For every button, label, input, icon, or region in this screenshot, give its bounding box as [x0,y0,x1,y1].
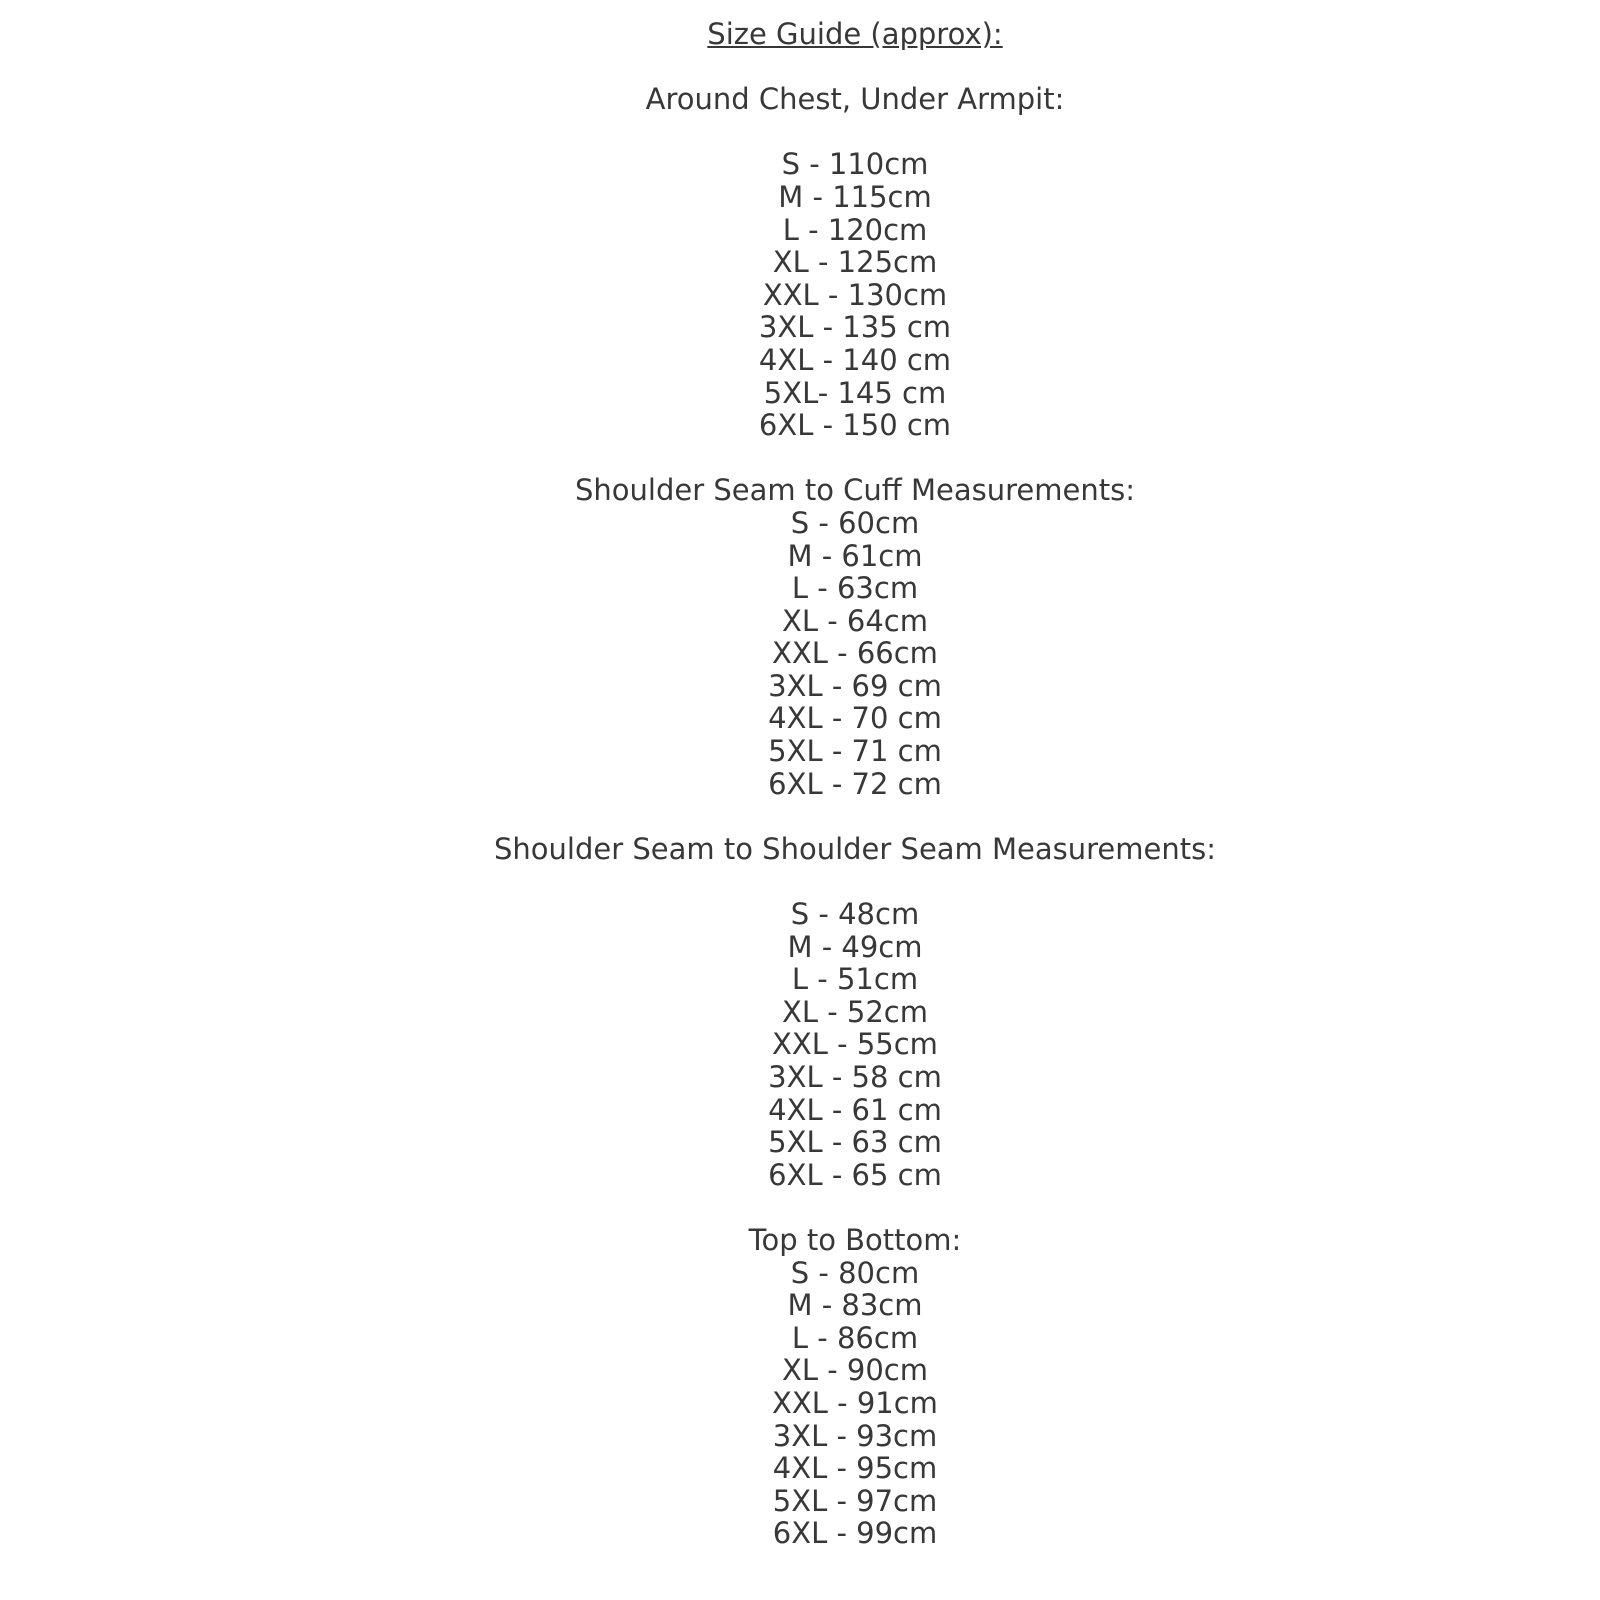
size-row: L - 86cm [791,1320,919,1355]
size-row: XL - 125cm [772,245,938,280]
size-row: XXL - 130cm [762,277,948,312]
size-row: 5XL - 97cm [772,1483,938,1518]
size-row: 3XL - 69 cm [768,668,942,703]
blank-line [110,800,1600,833]
size-row: L - 63cm [791,571,919,606]
size-row: 3XL - 135 cm [758,310,952,345]
size-row: XXL - 55cm [772,1027,938,1062]
section-shoulder-to-shoulder [110,833,1600,1192]
size-row: 4XL - 61 cm [768,1092,942,1127]
section-heading-shoulder-to-cuff: Shoulder Seam to Cuff Measurements: [575,473,1135,508]
size-row: 5XL - 71 cm [768,734,942,769]
size-row: 4XL - 140 cm [758,342,952,377]
blank-line [110,865,1600,898]
size-row: L - 51cm [791,962,919,997]
size-row: XL - 52cm [781,994,929,1029]
size-row: M - 49cm [787,929,923,964]
size-row: 3XL - 58 cm [768,1060,942,1094]
section-heading-around-chest: Around Chest, Under Armpit: [645,82,1065,117]
section-top-to-bottom [110,1224,1600,1550]
size-row: XXL - 66cm [772,636,938,671]
size-row: S - 80cm [790,1255,920,1290]
section-around-chest [110,83,1600,442]
size-row: M - 83cm [787,1288,923,1323]
size-row: 6XL - 99cm [772,1516,938,1551]
size-row: 6XL - 150 cm [758,408,952,443]
size-row: 6XL - 65 cm [768,1157,942,1192]
size-row: M - 61cm [787,538,923,573]
size-row: XL - 90cm [781,1353,929,1388]
size-row: 3XL - 93cm [772,1418,938,1453]
size-row: L - 120cm [782,212,928,247]
size-row: S - 48cm [790,897,920,932]
section-heading-shoulder-to-shoulder: Shoulder Seam to Shoulder Seam Measurements: [494,831,1216,866]
size-row: 5XL - 63 cm [768,1125,942,1160]
blank-line [110,51,1600,84]
size-row: 5XL- 145 cm [763,375,947,410]
size-row: S - 60cm [790,505,920,540]
size-row: S - 110cm [781,147,929,182]
size-row: 4XL - 70 cm [768,701,942,736]
size-row: 4XL - 95cm [772,1451,938,1486]
size-row: XXL - 91cm [772,1385,938,1420]
blank-line [110,442,1600,475]
blank-line [110,116,1600,149]
section-shoulder-to-cuff [110,474,1600,800]
size-row: 6XL - 72 cm [768,766,942,801]
section-heading-top-to-bottom: Top to Bottom: [748,1222,962,1257]
blank-line [110,1191,1600,1224]
page-title: Size Guide (approx): [707,17,1003,51]
size-row: XL - 64cm [781,603,929,638]
size-row: M - 115cm [778,179,932,214]
